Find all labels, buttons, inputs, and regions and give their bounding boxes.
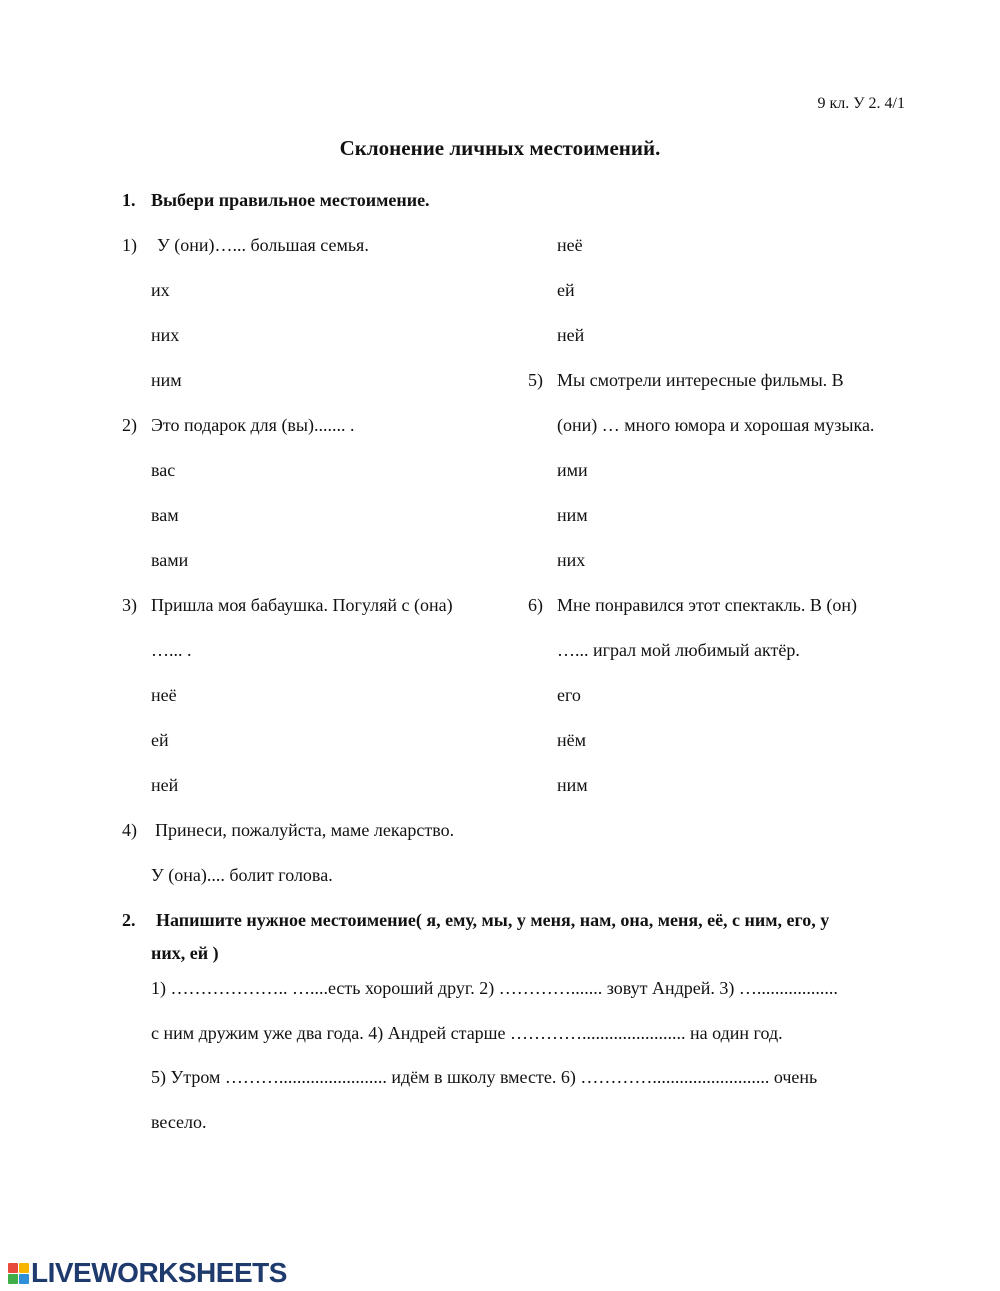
q6-option[interactable]: нём xyxy=(557,730,587,750)
q1-option[interactable]: них xyxy=(151,325,180,345)
q3-option[interactable]: ей xyxy=(151,730,169,750)
worksheet-reference: 9 кл. У 2. 4/1 xyxy=(817,95,905,112)
logo-text: LIVEWORKSHEETS xyxy=(31,1257,287,1288)
task2-text-line: с ним дружим уже два года. 4) Андрей старше …………....................... на один год. xyxy=(151,1023,783,1043)
q1-number: 1) xyxy=(122,235,137,255)
q6-option[interactable]: его xyxy=(557,685,581,705)
q4-option[interactable]: неё xyxy=(557,235,583,255)
task2-heading-continued: них, ей ) xyxy=(151,943,219,963)
q3-option[interactable]: неё xyxy=(151,685,177,705)
q6-text-continued: …... играл мой любимый актёр. xyxy=(557,640,800,660)
q3-number: 3) xyxy=(122,595,137,615)
liveworksheets-logo[interactable] xyxy=(8,1259,287,1287)
q5-option[interactable]: ним xyxy=(557,505,588,525)
mark-square xyxy=(19,1263,29,1273)
q5-number: 5) xyxy=(528,370,543,390)
q2-text: Это подарок для (вы)....... . xyxy=(151,415,355,435)
q4-text-continued: У (она).... болит голова. xyxy=(151,865,333,885)
q4-number: 4) xyxy=(122,820,137,840)
mark-square xyxy=(8,1263,18,1273)
q1-option[interactable]: ним xyxy=(151,370,182,390)
q5-option[interactable]: ими xyxy=(557,460,588,480)
q2-option[interactable]: вам xyxy=(151,505,179,525)
q3-option[interactable]: ней xyxy=(151,775,179,795)
mark-square xyxy=(19,1274,29,1284)
q4-option[interactable]: ней xyxy=(557,325,585,345)
task1-heading: Выбери правильное местоимение. xyxy=(151,190,430,210)
mark-square xyxy=(8,1274,18,1284)
q1-text: У (они)…... большая семья. xyxy=(157,235,369,255)
task2-number: 2. xyxy=(122,910,136,930)
task1-number: 1. xyxy=(122,190,136,210)
q6-option[interactable]: ним xyxy=(557,775,588,795)
q5-text: Мы смотрели интересные фильмы. В xyxy=(557,370,844,390)
q2-option[interactable]: вас xyxy=(151,460,176,480)
task2-text-line: 1) ……………….. …....есть хороший друг. 2) …………....... зовут Андрей. 3) ….................. xyxy=(151,978,838,998)
q4-text: Принеси, пожалуйста, маме лекарство. xyxy=(155,820,455,840)
liveworksheets-mark-icon xyxy=(8,1263,29,1284)
q3-text-continued: …... . xyxy=(151,640,192,660)
q6-text: Мне понравился этот спектакль. В (он) xyxy=(557,595,858,615)
q2-option[interactable]: вами xyxy=(151,550,189,570)
task2-heading: Напишите нужное местоимение( я, ему, мы, у меня, нам, она, меня, её, с ним, его, у xyxy=(156,910,830,930)
q4-option[interactable]: ей xyxy=(557,280,575,300)
q3-text: Пришла моя бабаушка. Погуляй с (она) xyxy=(151,595,453,615)
task2-text-line: весело. xyxy=(151,1112,207,1132)
q5-text-continued: (они) … много юмора и хорошая музыка. xyxy=(557,415,875,435)
q5-option[interactable]: них xyxy=(557,550,586,570)
task2-text-line: 5) Утром ………........................ идём в школу вместе. 6) ………….......................... очень xyxy=(151,1067,818,1087)
q6-number: 6) xyxy=(528,595,543,615)
q1-option[interactable]: их xyxy=(151,280,170,300)
q2-number: 2) xyxy=(122,415,137,435)
page-title: Склонение личных местоимений. xyxy=(339,136,661,160)
